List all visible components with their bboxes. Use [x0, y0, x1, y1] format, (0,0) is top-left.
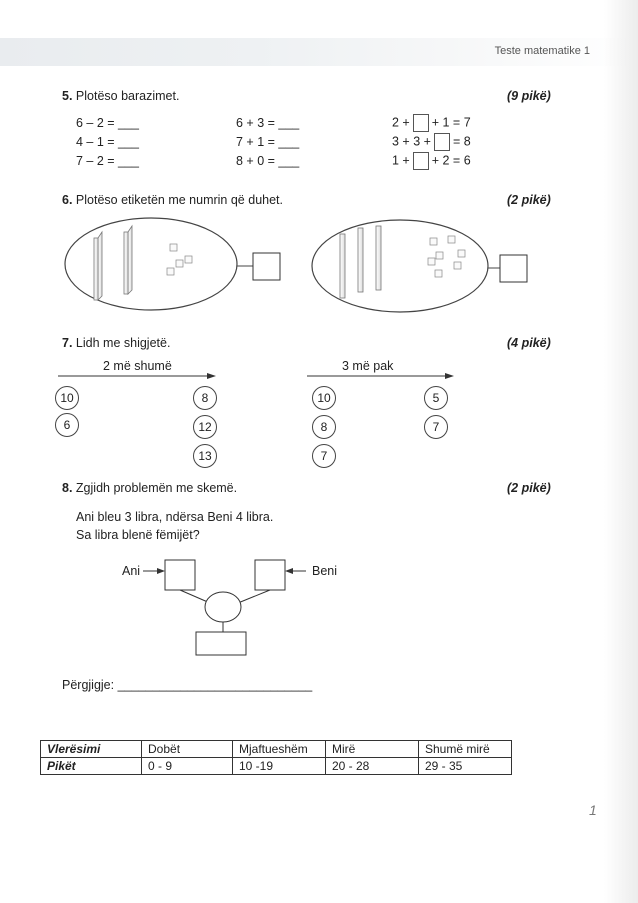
table-cell: Vlerësimi [41, 741, 142, 758]
q8-points: (2 pikë) [507, 481, 551, 495]
beni-box [255, 560, 285, 590]
q5-eq-3-2 [392, 133, 471, 151]
number-circle[interactable]: 12 [193, 415, 217, 439]
q5-eq-3-3 [392, 152, 471, 170]
q5-eq-3-2-pre: 3 + 3 + [392, 134, 431, 149]
label-box-left [253, 253, 280, 280]
number-circle[interactable]: 5 [424, 386, 448, 410]
number-circle[interactable]: 10 [312, 386, 336, 410]
q5-points: (9 pikë) [507, 89, 551, 103]
number-circle[interactable]: 6 [55, 413, 79, 437]
number-circle[interactable]: 8 [312, 415, 336, 439]
beni-label: Beni [312, 564, 338, 578]
ani-label: Ani [122, 564, 141, 578]
q5-eq-2-3: 8 + 0 = ___ [236, 154, 300, 168]
q5-eq-3-3-post: + 2 = 6 [431, 153, 471, 168]
number-circle[interactable]: 10 [55, 386, 79, 410]
q5-eq-1-3: 7 – 2 = ___ [76, 154, 139, 168]
result-box [196, 632, 246, 655]
table-cell: 10 -19 [233, 758, 326, 775]
number-circle[interactable]: 8 [193, 386, 217, 410]
q5-eq-3-2-post: = 8 [452, 134, 471, 149]
page-number: 1 [589, 802, 597, 818]
q6-heading [62, 193, 283, 207]
q5-number: 5. [62, 89, 73, 103]
q8-number: 8. [62, 481, 73, 495]
q5-eq-3-1-pre: 2 + [392, 115, 410, 130]
answer-line: Përgjigje: ____________________________ [62, 678, 313, 692]
number-circle[interactable]: 7 [312, 444, 336, 468]
ani-box [165, 560, 195, 590]
page-edge-shade [604, 0, 638, 903]
ten-rod [124, 226, 132, 294]
table-cell: Dobët [142, 741, 233, 758]
table-cell: 20 - 28 [326, 758, 419, 775]
q7-label: Lidh me shigjetë. [75, 336, 171, 350]
table-row [41, 758, 512, 775]
group-ellipse-right [312, 220, 488, 312]
q8-problem-line-1: Ani bleu 3 libra, ndërsa Beni 4 libra. [76, 510, 274, 524]
number-circle[interactable]: 7 [424, 415, 448, 439]
q8-label: Zgjidh problemën me skemë. [75, 481, 238, 495]
q5-eq-1-1: 6 – 2 = ___ [76, 116, 139, 130]
q5-eq-3-3-pre: 1 + [392, 153, 410, 168]
header-title: Teste matematike 1 [494, 45, 590, 57]
q7-heading [62, 336, 170, 350]
q7-number: 7. [62, 336, 73, 350]
score-table [40, 740, 512, 775]
q8-scheme [0, 555, 638, 660]
group-ellipse-left [65, 218, 237, 310]
q5-label: Plotëso barazimet. [75, 89, 180, 103]
answer-box[interactable] [434, 133, 450, 151]
q6-label: Plotëso etiketën me numrin që duhet. [75, 193, 283, 207]
table-cell: 0 - 9 [142, 758, 233, 775]
q7-points: (4 pikë) [507, 336, 551, 350]
q5-eq-2-2: 7 + 1 = ___ [236, 135, 300, 149]
table-cell: Pikët [41, 758, 142, 775]
table-cell: Mirë [326, 741, 419, 758]
q5-eq-3-1 [392, 114, 471, 132]
table-cell: 29 - 35 [419, 758, 512, 775]
answer-box[interactable] [413, 152, 429, 170]
q5-eq-2-1: 6 + 3 = ___ [236, 116, 300, 130]
number-circle[interactable]: 13 [193, 444, 217, 468]
answer-box[interactable] [413, 114, 429, 132]
q7-right-title: 3 më pak [342, 359, 394, 373]
table-cell: Mjaftueshëm [233, 741, 326, 758]
q6-points: (2 pikë) [507, 193, 551, 207]
q6-number: 6. [62, 193, 73, 207]
q7-arrows [0, 370, 638, 382]
q5-eq-3-1-post: + 1 = 7 [431, 115, 471, 130]
table-cell: Shumë mirë [419, 741, 512, 758]
q8-heading [62, 481, 237, 495]
q5-eq-1-2: 4 – 1 = ___ [76, 135, 139, 149]
q5-heading [62, 89, 179, 103]
sum-oval [205, 592, 241, 622]
q7-left-title: 2 më shumë [103, 359, 172, 373]
q8-problem-line-2: Sa libra blenë fëmijët? [76, 528, 200, 542]
label-box-right [500, 255, 527, 282]
ten-rod [94, 232, 102, 300]
q6-figure [0, 210, 638, 320]
table-row [41, 741, 512, 758]
